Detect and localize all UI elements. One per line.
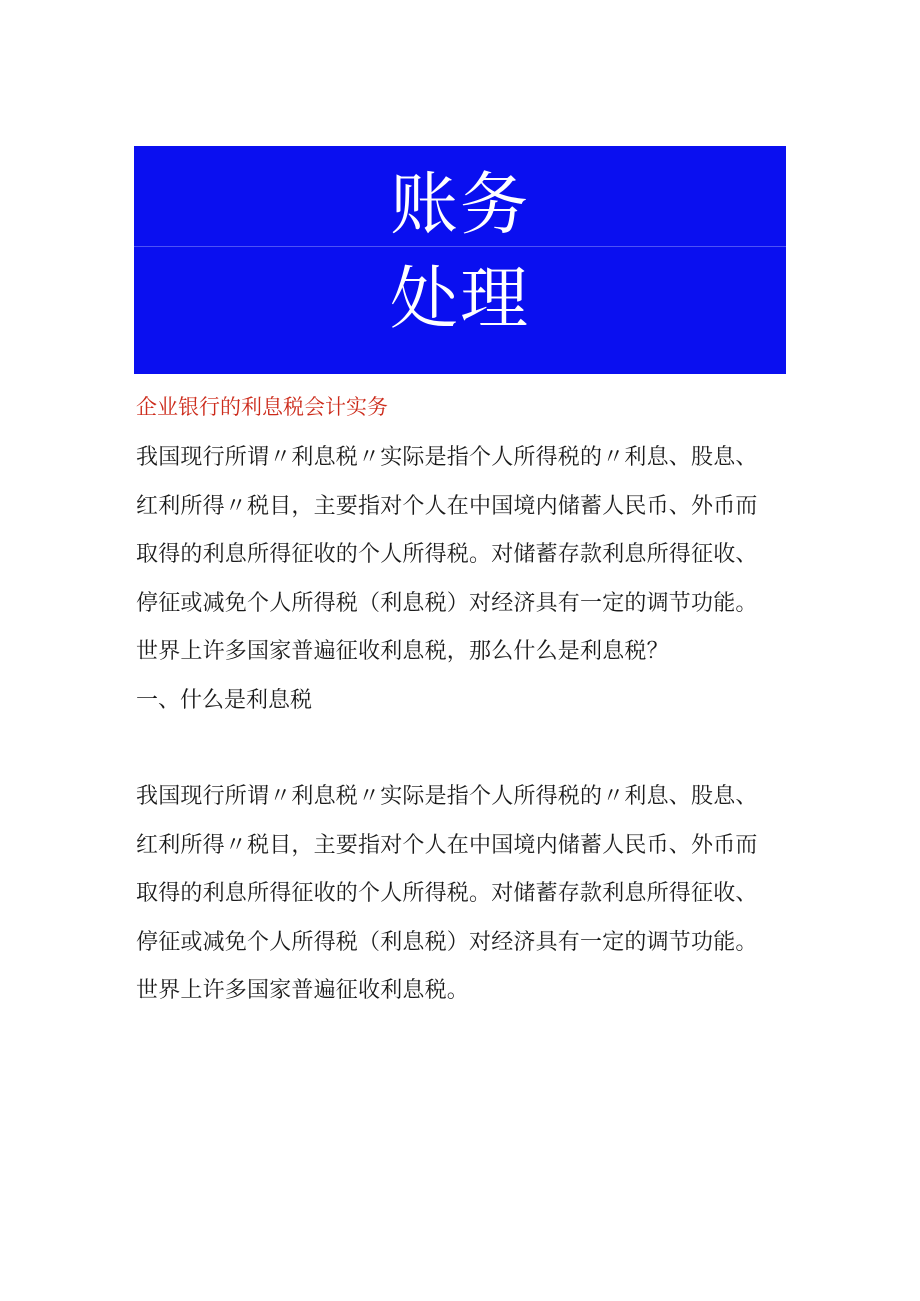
title-banner bbox=[134, 146, 786, 374]
paragraph-line: 红利所得〃税目，主要指对个人在中国境内储蓄人民币、外币而 bbox=[136, 493, 758, 519]
section-heading: 一、什么是利息税 bbox=[136, 687, 313, 713]
paragraph-line: 取得的利息所得征收的个人所得税。对储蓄存款利息所得征收、 bbox=[136, 542, 758, 567]
paragraph-line: 红利所得〃税目，主要指对个人在中国境内储蓄人民币、外币而 bbox=[136, 832, 758, 858]
banner-title-line-1: 账务 bbox=[389, 166, 530, 245]
article-subtitle: 企业银行的利息税会计实务 bbox=[136, 395, 388, 419]
spacer bbox=[136, 725, 796, 773]
banner-divider bbox=[134, 246, 786, 247]
banner-title-line-2: 处理 bbox=[389, 260, 530, 339]
paragraph-line: 世界上许多国家普遍征收利息税，那么什么是利息税？ bbox=[136, 639, 669, 664]
paragraph-line: 停征或减免个人所得税（利息税）对经济具有一定的调节功能。 bbox=[136, 929, 758, 955]
paragraph-line: 世界上许多国家普遍征收利息税。 bbox=[136, 978, 470, 1003]
paragraph-line: 我国现行所谓〃利息税〃实际是指个人所得税的〃利息、股息、 bbox=[136, 784, 758, 809]
paragraph-line: 取得的利息所得征收的个人所得税。对储蓄存款利息所得征收、 bbox=[136, 881, 758, 906]
section-paragraph bbox=[136, 773, 796, 1016]
intro-paragraph bbox=[136, 434, 796, 677]
article-body bbox=[136, 388, 796, 1016]
paragraph-line: 我国现行所谓〃利息税〃实际是指个人所得税的〃利息、股息、 bbox=[136, 445, 758, 470]
paragraph-line: 停征或减免个人所得税（利息税）对经济具有一定的调节功能。 bbox=[136, 590, 758, 616]
